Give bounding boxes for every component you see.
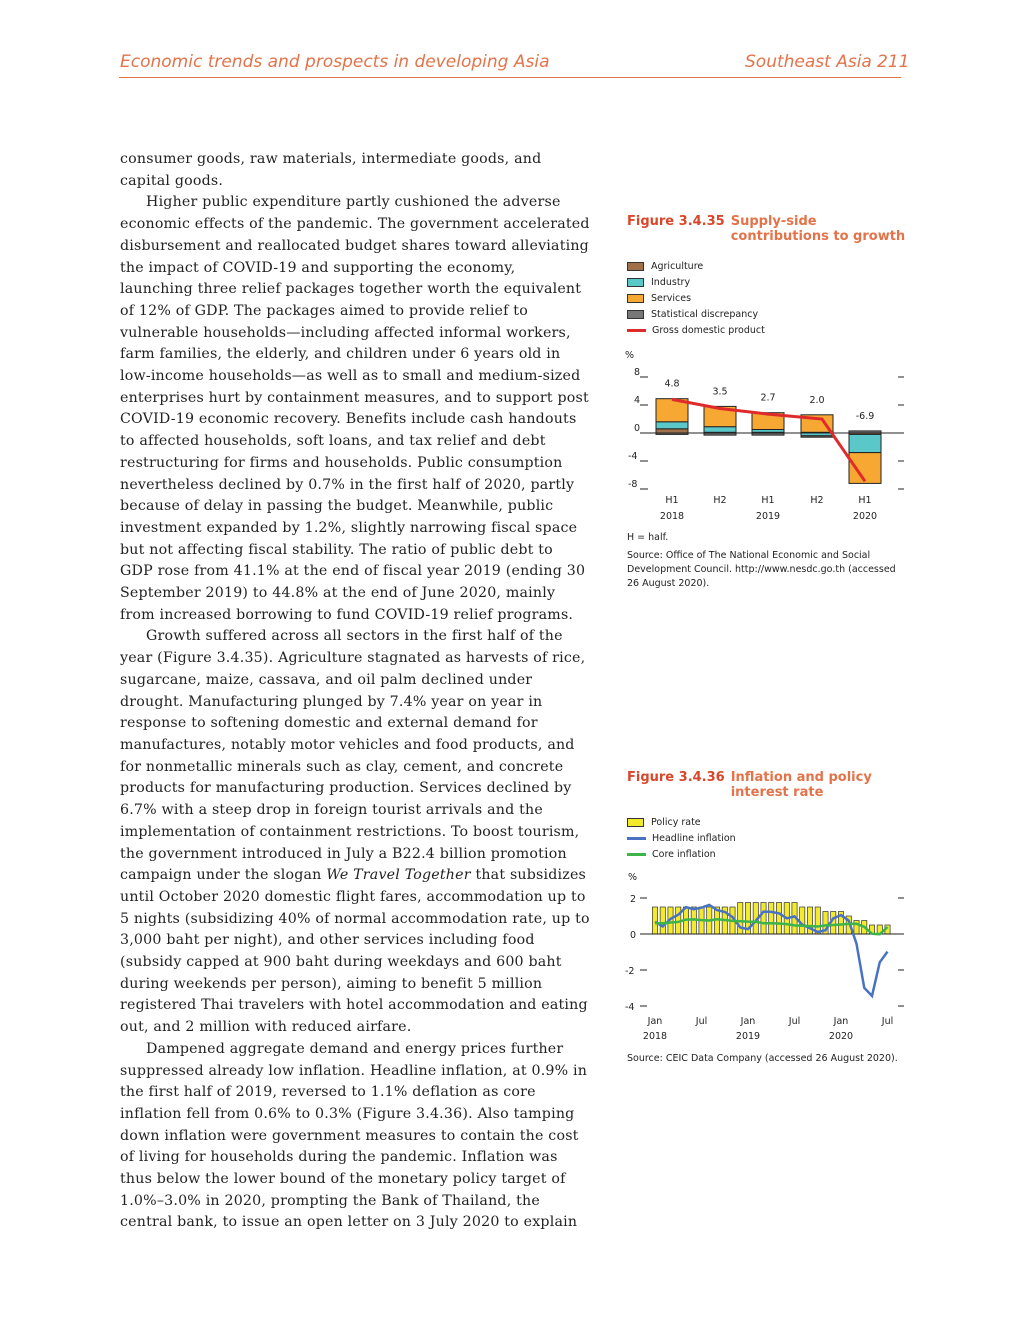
x-tick-label: H2	[713, 495, 727, 506]
supply-side-chart	[620, 345, 910, 525]
legend-item-services	[627, 290, 907, 306]
figure-note: H = half.	[627, 532, 669, 543]
data-label: 4.8	[664, 378, 680, 390]
inflation-chart	[620, 868, 910, 1048]
bar-segment-statistical-discrepancy	[704, 433, 736, 435]
y-tick-label: 4	[634, 395, 641, 406]
legend-label: Services	[651, 292, 692, 304]
policy-rate-bar	[769, 903, 774, 935]
paragraph-text: that subsidizes until October 2020 domestic flight fares, accommodation up to 5 nights (subsidizing 40% of normal accommodation rate, up to 3,000 baht per night), and other services including food (subsidy capped at 900 baht during weekdays and 600 baht during weekends per person), aiming to benefit 5 million registered Thai travelers with hotel accommodation and eating out, and 2 million with reduced airfare.	[120, 867, 590, 1036]
x-tick-label: H1	[665, 495, 679, 506]
y-tick-label: -2	[625, 966, 635, 977]
legend-item-statistical-discrepancy	[627, 306, 907, 322]
y-tick-label: 0	[630, 930, 637, 941]
legend-label: Agriculture	[651, 260, 704, 272]
legend-label: Statistical discrepancy	[651, 308, 759, 320]
bar-segment-industry	[656, 422, 688, 429]
paragraph-text: Growth suffered across all sectors in the first half of the year (Figure 3.4.35). Agriculture stagnated as harvests of rice, sugarcane, maize, cassava, and oil palm declined under drought. Manufacturing plunged by 7.4% year on year in response to softening domestic and external demand for manufactures, notably motor vehicles and food products, and for nonmetallic minerals such as clay, cement, and concrete products for manufacturing production. Services declined by 6.7% with a steep drop in foreign tourist arrivals and the implementation of containment restrictions. To boost tourism, the government introduced in July a B22.4 billion promotion campaign under the slogan	[120, 628, 586, 884]
header-rule	[119, 77, 901, 78]
gdp-line	[672, 399, 865, 481]
legend-swatch	[627, 262, 644, 271]
paragraph	[120, 626, 590, 1038]
chart-legend	[627, 258, 907, 338]
paragraph: Dampened aggregate demand and energy prices further suppressed already low inflation. Headline inflation, at 0.9% in the first half of 2019, reversed to 1.1% deflation as core inflation fell from 0.6% to 0.3% (Figure 3.4.36). Also tamping down inflation were government measures to contain the cost of living for households during the pandemic. Inflation was thus below the lower bound of the monetary policy target of 1.0%–3.0% in 2020, prompting the Bank of Thailand, the central bank, to issue an open letter on 3 July 2020 to explain	[120, 1040, 588, 1231]
legend-item-gross-domestic-product	[627, 322, 907, 338]
body-text	[120, 149, 590, 1234]
legend-label: Industry	[651, 276, 691, 288]
x-tick-label: H1	[761, 495, 775, 506]
legend-label: Core inflation	[652, 848, 716, 860]
legend-item-policy-rate	[627, 814, 907, 830]
figure-supply-side	[627, 214, 907, 338]
bar-segment-agriculture	[656, 429, 688, 433]
x-tick-label-year: 2020	[852, 511, 878, 522]
x-tick-label: H2	[810, 495, 824, 506]
legend-swatch	[627, 278, 644, 287]
running-header-title: Economic trends and prospects in developing Asia	[120, 52, 550, 72]
chart-legend	[627, 814, 907, 862]
legend-swatch	[627, 310, 644, 319]
legend-item-industry	[627, 274, 907, 290]
bar-segment-statistical-discrepancy	[752, 433, 784, 435]
paragraph: Higher public expenditure partly cushioned the adverse economic effects of the pandemic. The government accelerated disbursement and reallocated budget shares toward alleviating the impact of COVID-19 and supporting the economy, launching three relief packages together worth the equivalent of 12% of GDP. The packages aimed to provide relief to vulnerable households—including affected informal workers, farm families, the elderly, and children under 6 years old in low-income households—as well as to small and medium-sized enterprises hurt by containment measures, and to support post COVID-19 economic recovery. Benefits include cash handouts to affected households, soft loans, and tax relief and debt restructuring for firms and households. Public consumption nevertheless declined by 0.7% in the first half of 2020, partly because of delay in passing the budget. Meanwhile, public investment expanded by 1.2%, slightly narrowing fiscal space but not affecting fiscal stability. The ratio of public debt to GDP rose from 41.1% at the end of fiscal year 2019 (ending 30 September 2019) to 44.8% at the end of June 2020, mainly from increased borrowing to fund COVID-19 relief programs.	[120, 194, 590, 623]
x-tick-label: H1	[858, 495, 872, 506]
policy-rate-bar	[761, 903, 766, 935]
figure-inflation	[627, 770, 907, 862]
legend-swatch	[627, 818, 644, 827]
bar-segment-statistical-discrepancy	[849, 431, 881, 433]
figure-source: Source: Office of The National Economic and Social Development Council. http://www.nesdc.go.th (accessed 26 August 2020).	[627, 550, 896, 589]
x-tick-label-year: 2018	[642, 1031, 668, 1042]
unit-label: %	[625, 350, 635, 361]
bar-segment-statistical-discrepancy	[656, 433, 688, 434]
legend-line-swatch	[627, 837, 646, 840]
legend-line-swatch	[627, 853, 646, 856]
x-tick-label-year: 2019	[735, 1031, 761, 1042]
slogan: We Travel Together	[326, 867, 471, 884]
y-tick-label: 2	[630, 894, 637, 905]
running-header-section: Southeast Asia	[745, 52, 872, 72]
y-tick-label: -8	[628, 479, 638, 490]
figure-number: Figure 3.4.36	[627, 770, 725, 785]
bar-segment-industry	[704, 427, 736, 433]
legend-label: Gross domestic product	[652, 324, 765, 336]
x-tick-label: Jul	[788, 1016, 801, 1027]
x-tick-label: Jan	[833, 1016, 849, 1027]
x-tick-label-year: 2019	[755, 511, 781, 522]
policy-rate-bar	[800, 907, 805, 934]
legend-item-headline-inflation	[627, 830, 907, 846]
y-tick-label: 0	[634, 423, 641, 434]
figure-title: Supply-side contributions to growth	[730, 214, 906, 244]
legend-line-swatch	[627, 329, 646, 332]
figure-notes	[627, 531, 907, 591]
legend-label: Policy rate	[651, 816, 701, 828]
bar-segment-statistical-discrepancy	[801, 436, 833, 437]
legend-item-core-inflation	[627, 846, 907, 862]
y-tick-label: -4	[625, 1002, 635, 1013]
data-label: 2.7	[760, 392, 776, 404]
data-label: -6.9	[855, 410, 875, 422]
data-label: 3.5	[712, 386, 728, 398]
bar-segment-industry	[849, 434, 881, 452]
figure-source: Source: CEIC Data Company (accessed 26 August 2020).	[627, 1053, 898, 1064]
policy-rate-bar	[660, 907, 665, 934]
x-tick-label-year: 2020	[828, 1031, 854, 1042]
y-tick-label: 8	[634, 367, 641, 378]
x-tick-label: Jul	[881, 1016, 894, 1027]
unit-label: %	[628, 872, 638, 883]
data-label: 2.0	[809, 394, 825, 406]
x-tick-label: Jan	[647, 1016, 663, 1027]
page-number: 211	[877, 52, 910, 72]
policy-rate-bar	[776, 903, 781, 935]
y-tick-label: -4	[628, 451, 638, 462]
figure-title: Inflation and policy interest rate	[730, 770, 872, 800]
paragraph: consumer goods, raw materials, intermediate goods, and capital goods.	[120, 151, 542, 189]
legend-label: Headline inflation	[652, 832, 736, 844]
policy-rate-bar	[738, 903, 743, 935]
x-tick-label: Jul	[695, 1016, 708, 1027]
x-tick-label-year: 2018	[659, 511, 685, 522]
policy-rate-bar	[652, 907, 657, 934]
legend-swatch	[627, 294, 644, 303]
legend-item-agriculture	[627, 258, 907, 274]
figure-number: Figure 3.4.35	[627, 214, 725, 229]
x-tick-label: Jan	[740, 1016, 756, 1027]
